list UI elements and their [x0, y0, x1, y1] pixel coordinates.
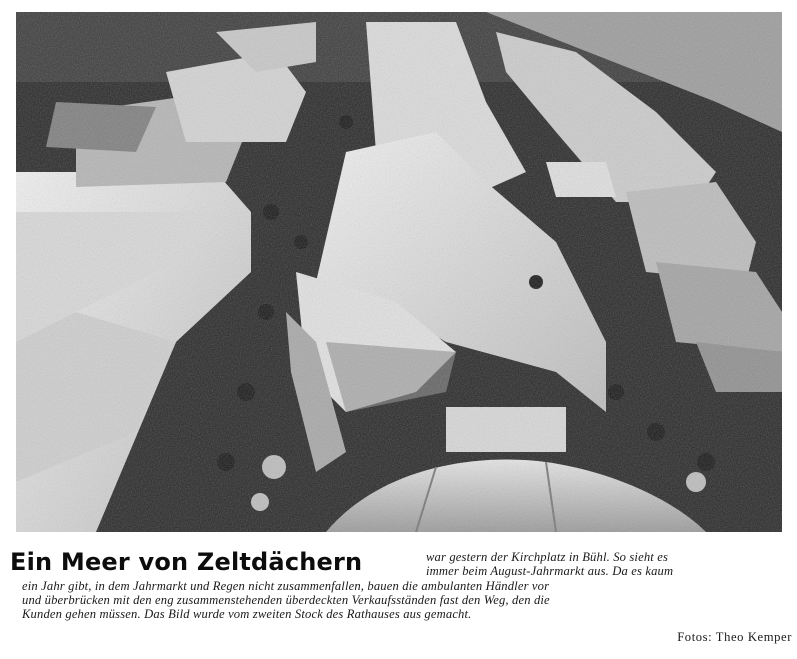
caption-line: Kunden gehen müssen. Das Bild wurde vom zweiten Stock des Rathauses aus gemacht.: [22, 607, 472, 621]
caption-line: immer beim August-Jahrmarkt aus. Da es kaum: [426, 564, 674, 578]
newspaper-photo: [16, 12, 782, 532]
caption-line: und überbrücken mit den eng zusammenstehenden überdeckten Verkaufsständen fast den Weg, den die: [22, 593, 550, 607]
caption-headline: Ein Meer von Zeltdächern: [10, 548, 363, 576]
caption-line: war gestern der Kirchplatz in Bühl. So sieht es: [426, 550, 669, 564]
photo-credit: Fotos: Theo Kemper: [677, 630, 792, 644]
market-tents-photo: [16, 12, 782, 532]
caption-line: ein Jahr gibt, in dem Jahrmarkt und Regen nicht zusammenfallen, bauen die ambulanten Händler vor: [22, 579, 550, 593]
photo-caption: [8, 546, 794, 656]
